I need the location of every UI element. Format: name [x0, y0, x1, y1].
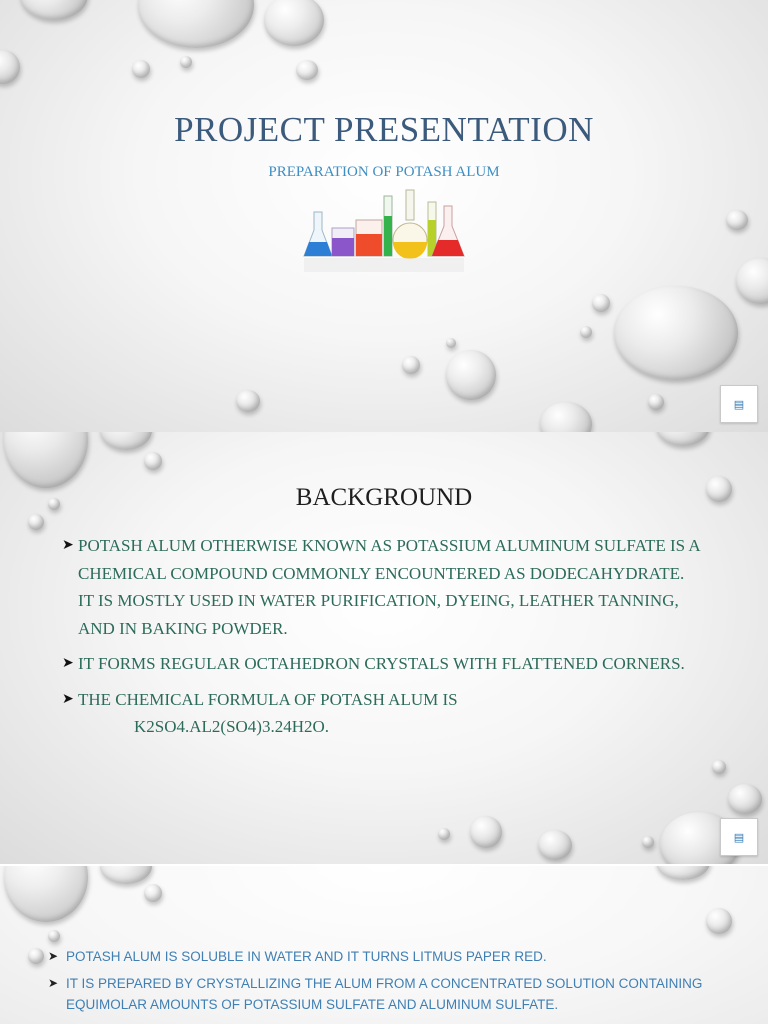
list-item — [62, 532, 702, 642]
water-drop — [180, 56, 192, 68]
water-drop — [100, 432, 152, 450]
bullet-list — [48, 946, 728, 1021]
water-drop — [402, 356, 420, 374]
water-drop — [648, 394, 664, 410]
bullet-text: IT FORMS REGULAR OCTAHEDRON CRYSTALS WITH FLATTENED CORNERS. — [78, 654, 685, 673]
water-drop — [580, 326, 592, 338]
bullet-text: IT IS PREPARED BY CRYSTALLIZING THE ALUM FROM A CONCENTRATED SOLUTION CONTAINING EQUIMOLAR AMOUNTS OF POTASSIUM SULFATE AND ALUMINUM SULFATE. — [66, 976, 703, 1012]
water-drop — [48, 930, 60, 942]
arrow-bullet-icon: ➤ — [48, 949, 59, 963]
slide-properties — [0, 866, 768, 1024]
arrow-bullet-icon: ➤ — [48, 976, 59, 990]
water-drop — [728, 784, 762, 814]
list-item — [62, 650, 702, 678]
arrow-bullet-icon: ➤ — [62, 655, 74, 671]
bullet-list — [62, 532, 702, 749]
water-drop — [4, 866, 88, 922]
water-drop — [264, 0, 324, 46]
water-drop — [706, 908, 732, 934]
water-drop — [138, 0, 254, 48]
water-drop — [144, 884, 162, 902]
chemical-formula: K2SO4.AL2(SO4)3.24H2O. — [134, 717, 330, 736]
water-drop — [446, 350, 496, 400]
water-drop — [20, 0, 88, 20]
bullet-text: POTASH ALUM OTHERWISE KNOWN AS POTASSIUM ALUMINUM SULFATE IS A CHEMICAL COMPOUND COMMONLY ENCOUNTERED AS DODECAHYDRATE. IT IS MOSTLY USED IN WATER PURIFICATION, DYEING, LEATHER TANNING, AND IN BAKING POWDER. — [78, 536, 700, 638]
water-drop — [540, 402, 592, 432]
water-drop — [538, 830, 572, 860]
water-drop — [470, 816, 502, 848]
water-drop — [438, 828, 450, 840]
water-drop — [642, 836, 654, 848]
water-drop — [614, 286, 738, 380]
water-drop — [592, 294, 610, 312]
water-drop — [0, 50, 20, 84]
arrow-bullet-icon: ➤ — [62, 690, 74, 707]
water-drop — [236, 390, 260, 412]
water-drop — [446, 338, 456, 348]
slide-number-icon: ▤ — [720, 818, 758, 856]
presentation-subtitle: PREPARATION OF POTASH ALUM — [268, 164, 500, 180]
water-drop — [28, 948, 44, 964]
water-drop — [736, 258, 768, 304]
water-drop — [656, 866, 710, 880]
lab-glassware-illustration — [300, 186, 468, 276]
water-drop — [28, 514, 44, 530]
slide-background — [0, 432, 768, 864]
list-item — [48, 946, 728, 967]
water-drop — [4, 432, 88, 488]
presentation-title: PROJECT PRESENTATION — [174, 110, 594, 149]
list-item — [48, 973, 728, 1015]
water-drop — [100, 866, 152, 884]
slide-title — [0, 0, 768, 432]
water-drop — [144, 452, 162, 470]
arrow-bullet-icon: ➤ — [62, 537, 74, 553]
water-drop — [712, 760, 726, 774]
bullet-text: THE CHEMICAL FORMULA OF POTASH ALUM IS — [78, 689, 458, 709]
water-drop — [296, 60, 318, 80]
list-item — [62, 686, 702, 741]
water-drop — [726, 210, 748, 230]
water-drop — [132, 60, 150, 78]
bullet-text: POTASH ALUM IS SOLUBLE IN WATER AND IT TURNS LITMUS PAPER RED. — [66, 949, 547, 964]
slide-number-icon: ▤ — [720, 385, 758, 423]
water-drop — [656, 432, 710, 446]
slide-heading: BACKGROUND — [295, 484, 473, 511]
